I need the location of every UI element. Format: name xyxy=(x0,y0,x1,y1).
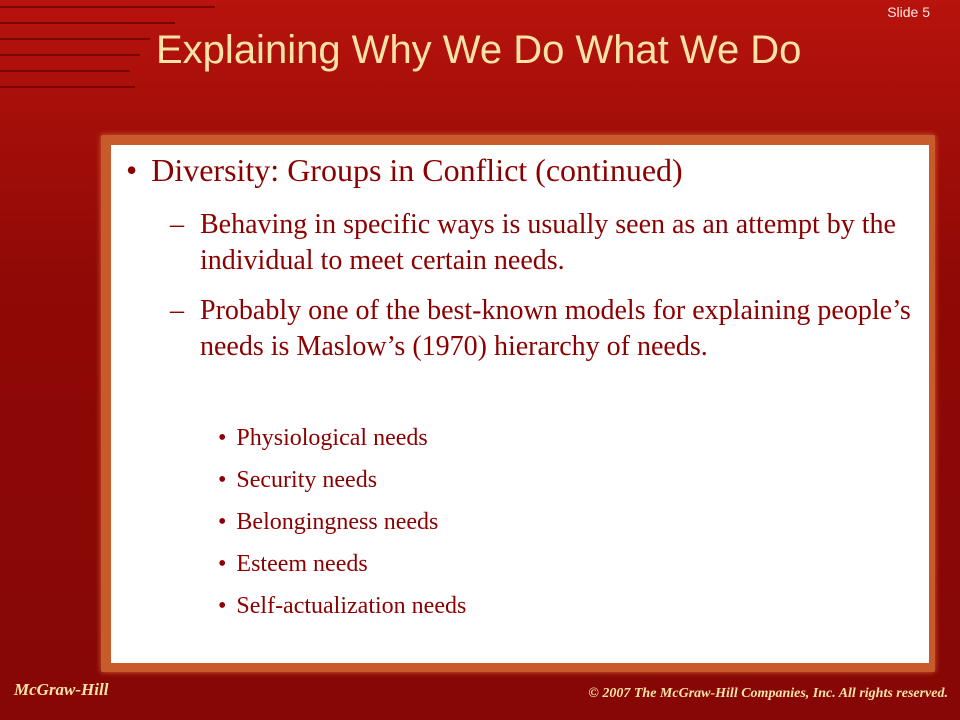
bullet-marker: • xyxy=(218,467,227,493)
slide-number: Slide 5 xyxy=(887,4,930,20)
need-text: Physiological needs xyxy=(236,425,428,451)
need-item xyxy=(218,508,438,536)
need-text: Security needs xyxy=(236,467,378,493)
sub-bullet xyxy=(170,293,920,365)
sub-bullet-text: Behaving in specific ways is usually seen as an attempt by the individual to meet certain needs. xyxy=(200,209,896,276)
main-bullet-text: Diversity: Groups in Conflict (continued) xyxy=(151,152,683,188)
dash-marker: – xyxy=(170,209,184,240)
need-item xyxy=(218,424,428,452)
bullet-marker: • xyxy=(218,425,227,451)
publisher-logo-text: McGraw-Hill xyxy=(14,680,109,699)
need-item xyxy=(218,550,368,578)
sub-bullet xyxy=(170,207,920,279)
need-item xyxy=(218,592,466,620)
dash-marker: – xyxy=(170,295,184,326)
need-text: Self-actualization needs xyxy=(236,593,467,619)
need-item xyxy=(218,466,377,494)
slide-title: Explaining Why We Do What We Do xyxy=(156,28,802,72)
copyright-notice: © 2007 The McGraw-Hill Companies, Inc. All rights reserved. xyxy=(588,686,948,701)
bullet-marker: • xyxy=(126,152,138,188)
bullet-marker: • xyxy=(218,551,227,577)
sub-bullet-text: Probably one of the best-known models for explaining people’s needs is Maslow’s (1970) hierarchy of needs. xyxy=(200,295,911,362)
main-bullet xyxy=(126,150,683,190)
need-text: Belongingness needs xyxy=(236,509,439,535)
need-text: Esteem needs xyxy=(236,551,368,577)
bullet-marker: • xyxy=(218,509,227,535)
bullet-marker: • xyxy=(218,593,227,619)
